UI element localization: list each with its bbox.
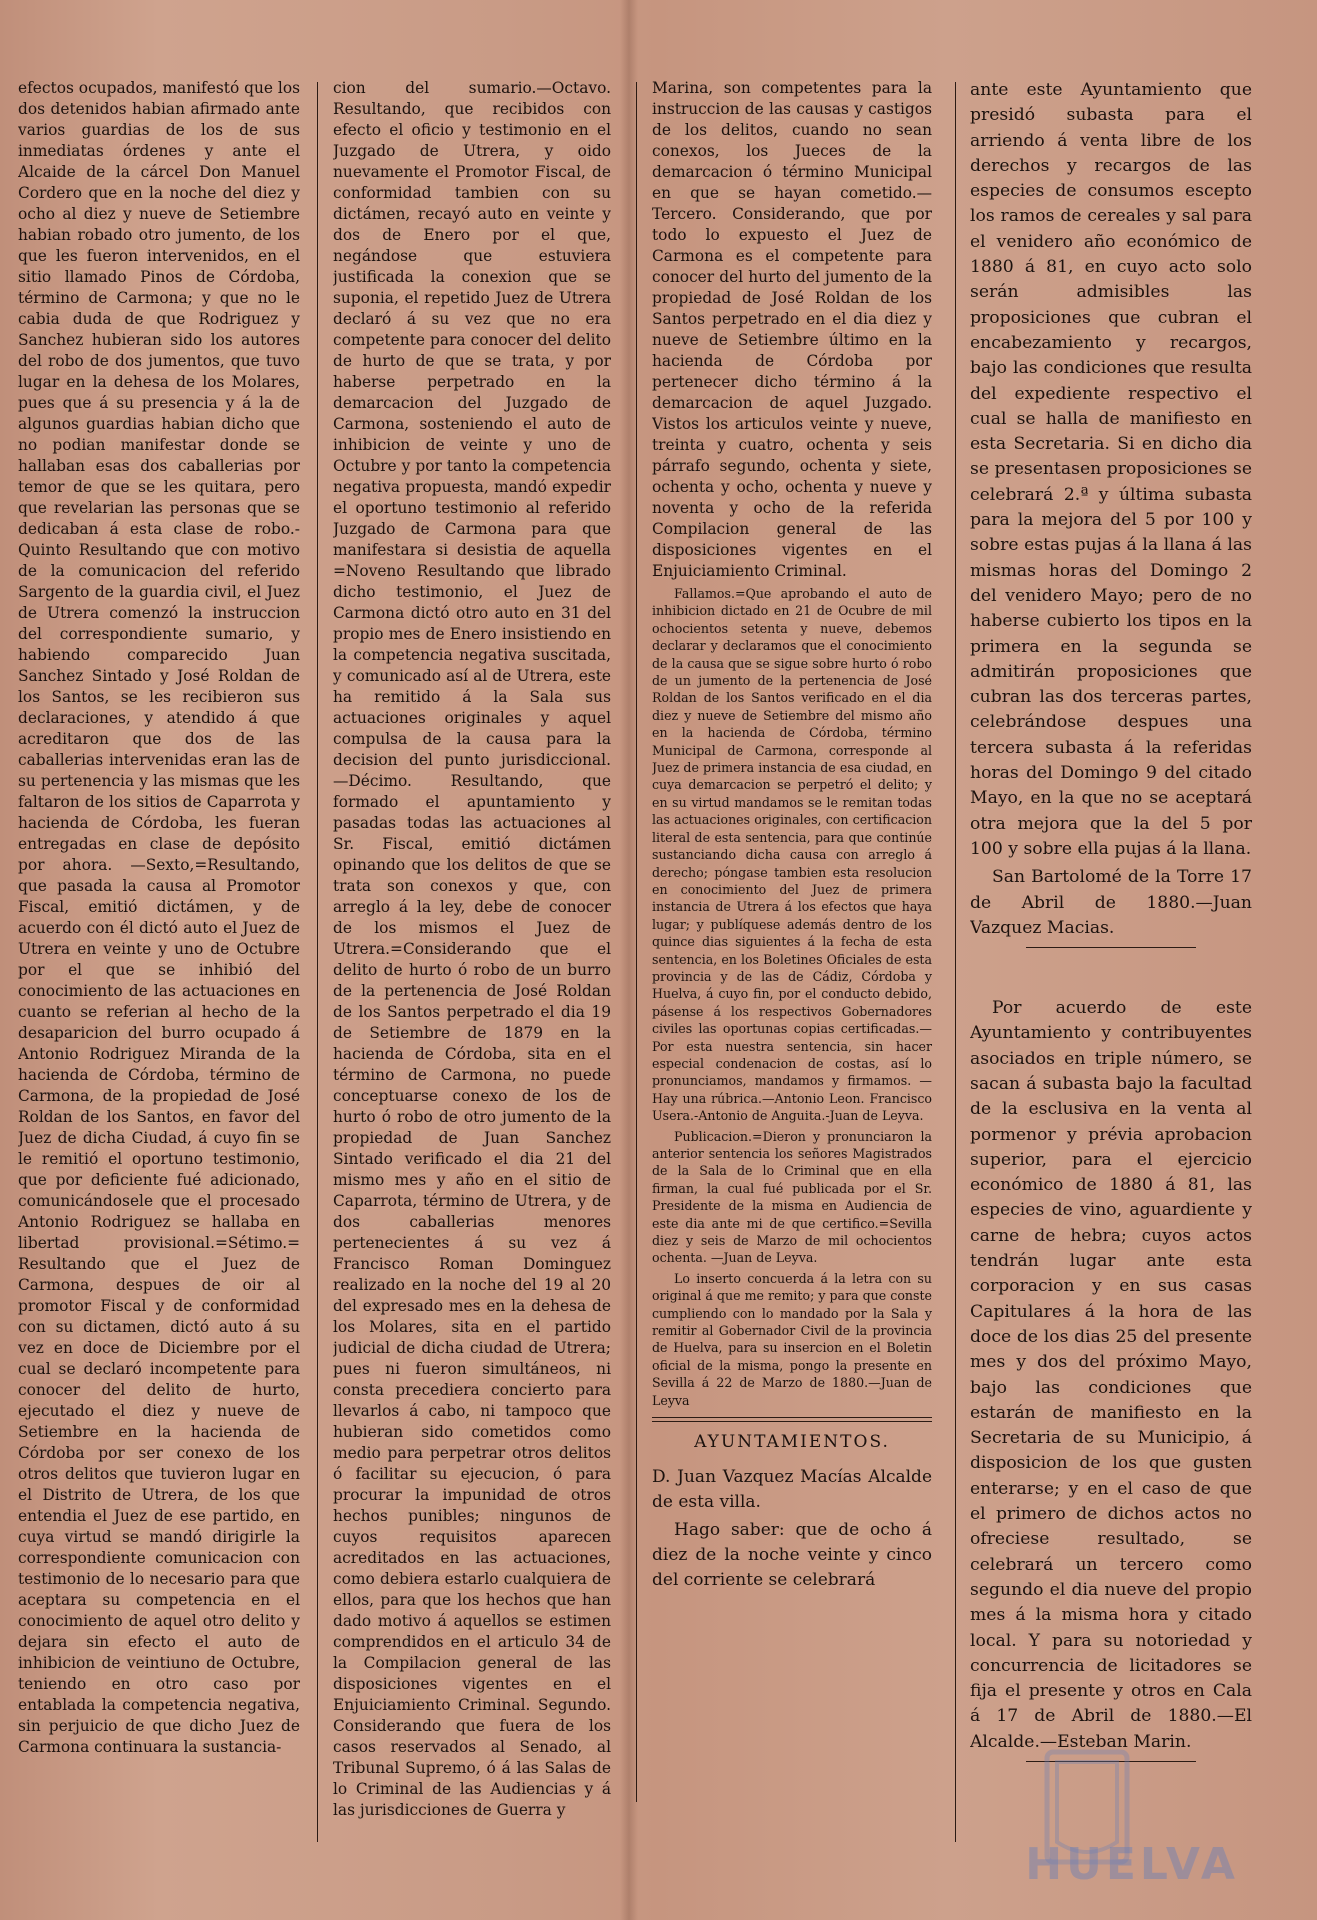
ruling-concordance: Lo inserto concuerda á la letra con su original á que me remito; y para que conste cumpliendo con lo mandado por la Sala y remitir al Gobernador Civil de la provincia de Huelva, para su insercion en el Boletin oficial de la misma, pongo la presente en Sevilla á 22 de Marzo de 1880.—Juan de Leyva <box>652 1270 932 1408</box>
subasta-notice-1: ante este Ayuntamiento que presidó subasta para el arriendo á venta libre de los derechos y recargos de las especies de consumos escepto los ramos de cereales y sal para el venidero año económico de 1880 á 81, en cuyo acto solo serán admisibles las proposiciones que cubran el encabezamiento y recargos, bajo las condiciones que resulta del expediente respectivo el cual se halla de manifiesto en esta Secretaria. Si en dicho dia se presentasen proposiciones se celebrará 2.ª y última subasta para la mejora del 5 por 100 y sobre estas pujas á la llana á las mismas horas del Domingo 2 del venidero Mayo; pero de no haberse cubierto los tipos en la primera en la segunda se admitirán proposiciones que cubran las dos terceras partes, celebrándose despues una tercera subasta á la referidas horas del Domingo 9 del citado Mayo, en la que no se aceptará otra mejora que la del 5 por 100 y sobre ella pujas á la llana. <box>970 80 1252 859</box>
column-4 <box>970 78 1252 1858</box>
column-rule <box>636 82 637 1802</box>
mayor-notice-header: D. Juan Vazquez Macías Alcalde de esta villa. <box>652 1467 932 1513</box>
column-2-text: cion del sumario.—Octavo. Resultando, que recibidos con efecto el oficio y testimonio en el Juzgado de Utrera, y oido nuevamente el Promotor Fiscal, de conformidad tambien con su dictámen, recayó auto en veinte y dos de Enero por el que, negándose que estuviera justificada la conexion que se suponia, el repetido Juez de Utrera declaró á su vez que no era competente para conocer del delito de hurto de que se trata, y por haberse perpetrado en la demarcacion del Juzgado de Carmona, sosteniendo el auto de inhibicion de veinte y uno de Octubre y por tanto la competencia negativa propuesta, mandó expedir el oportuno testimonio al referido Juzgado de Carmona para que manifestara si desistia de aquella =Noveno Resultando que librado dicho testimonio, el Juez de Carmona dictó otro auto en 31 del propio mes de Enero insistiendo en la competencia negativa suscitada, y comunicado así al de Utrera, este ha remitido á la Sala sus actuaciones originales y aquel compulsa de la causa para la decision del punto jurisdiccional. —Décimo. Resultando, que formado el apuntamiento y pasadas todas las actuaciones al Sr. Fiscal, emitió dictámen opinando que los delitos de que se trata son conexos y que, con arreglo á la ley, debe de conocer de los mismos el Juez de Utrera.=Considerando que el delito de hurto ó robo de un burro de la pertenencia de José Roldan de los Santos perpetrado el dia 19 de Setiembre de 1879 en la hacienda de Córdoba, sita en el término de Carmona, no puede conceptuarse conexo de los de hurto ó robo de otro jumento de la propiedad de Juan Sanchez Sintado verificado el dia 21 del mismo mes y año en el sitio de Caparrota, término de Utrera, y de dos caballerias menores pertenecientes á su vez á Francisco Roman Dominguez realizado en la noche del 19 al 20 del expresado mes en la dehesa de los Molares, sita en el partido judicial de dicha ciudad de Utrera; pues ni fueron simultáneos, ni consta precediera concierto para llevarlos á cabo, ni tampoco que hubieran sido cometidos como medio para perpetrar otros delitos ó facilitar su ejecucion, ó para procurar la impunidad de otros hechos punibles; ningunos de cuyos requisitos aparecen acreditados en las actuaciones, como debiera estarlo cualquiera de ellos, para que los hechos que han dado motivo á aquellos se estimen comprendidos en el articulo 34 de la Compilacion general de las disposiciones vigentes en el Enjuiciamiento Criminal. Segundo. Considerando que fuera de los casos reservados al Senado, al Tribunal Supremo, ó á las Salas de lo Criminal de las Audiencias y á las jurisdicciones de Guerra y <box>333 79 611 1819</box>
column-2 <box>333 78 611 1858</box>
ruling-fallamos: Fallamos.=Que aprobando el auto de inhibicion dictado en 21 de Ocubre de mil ochocientos setenta y nueve, debemos declarar y declaramos que el conocimiento de la causa que se sigue sobre hurto ó robo de un jumento de la pertenencia de José Roldan de los Santos verificado en el dia diez y nueve de Setiembre del mismo año en la hacienda de Córdoba, término Municipal de Carmona, corresponde al Juez de primera instancia de esa ciudad, en cuya demarcacion se perpetró el delito; y en su virtud mandamos se le remitan todas las actuaciones originales, con certificacion literal de esta sentencia, para que continúe sustanciando dicha causa con arreglo á derecho; póngase tambien esta resolucion en conocimiento del Juez de primera instancia de Utrera á los efectos que haya lugar; y publíquese además dentro de los quince dias siguientes á la fecha de esta sentencia, en los Boletines Oficiales de esta provincia y de las de Cádiz, Córdoba y Huelva, á cuyo fin, por el conducto debido, pásense á los respectivos Gobernadores civiles las oportunas copias certificadas.—Por esta nuestra sentencia, sin hacer especial condenacion de costas, así lo pronunciamos, mandamos y firmamos. —Hay una rúbrica.—Antonio Leon. Francisco Usera.-Antonio de Anguita.-Juan de Leyva. <box>652 586 932 1124</box>
column-rule <box>955 82 956 1842</box>
subasta-notice-1-signature: San Bartolomé de la Torre 17 de Abril de 1880.—Juan Vazquez Macias. <box>970 867 1252 938</box>
mayor-notice-start: Hago saber: que de ocho á diez de la noche veinte y cinco del corriente se celebrará <box>652 1520 932 1591</box>
section-heading-ayuntamientos: AYUNTAMIENTOS. <box>694 1432 890 1453</box>
column-3 <box>652 78 932 1858</box>
column-1-text: efectos ocupados, manifestó que los dos detenidos habian afirmado ante varios guardias de los de sus inmediatas órdenes y ante el Alcaide de la cárcel Don Manuel Cordero que en la noche del diez y ocho al diez y nueve de Setiembre habian robado otro jumento, de los que les fueron intervenidos, en el sitio llamado Pinos de Córdoba, término de Carmona; y que no le cabia duda de que Rodriguez y Sanchez hubieran sido los autores del robo de dos jumentos, que tuvo lugar en la dehesa de los Molares, pues que á su presencia y á la de algunos guardias habian dicho que no podian manifestar donde se hallaban esas dos caballerias por temor de que se les quitara, pero que revelarian las personas que se dedicaban á esta clase de robo.-Quinto Resultando que con motivo de la comunicacion del referido Sargento de la guardia civil, el Juez de Utrera comenzó la instruccion del correspondiente sumario, y habiendo comparecido Juan Sanchez Sintado y José Roldan de los Santos, se les recibieron sus declaraciones, y atendido á que acreditaron que dos de las caballerias intervenidas eran las de su pertenencia y las mismas que les faltaron de los sitios de Caparrota y hacienda de Córdoba, les fueran entregadas en clase de depósito por ahora. —Sexto,=Resultando, que pasada la causa al Promotor Fiscal, emitió dictámen, y de acuerdo con él dictó auto el Juez de Utrera en veinte y uno de Octubre por el que se inhibió del conocimiento de las actuaciones en cuanto se referian al hecho de la desaparicion del burro ocupado á Antonio Rodriguez Miranda de la hacienda de Córdoba, término de Carmona, de la propiedad de José Roldan de los Santos, en favor del Juez de dicha Ciudad, á cuyo fin se le remitió el oportuno testimonio, que por deficiente fué adicionado, comunicándosele que el procesado Antonio Rodriguez se hallaba en libertad provisional.=Sétimo.= Resultando que el Juez de Carmona, despues de oir al promotor Fiscal y de conformidad con su dictamen, dictó auto á su vez en doce de Diciembre por el cual se declaró incompetente para conocer del delito de hurto, ejecutado el diez y nueve de Setiembre en la hacienda de Córdoba por ser conexo de los otros delitos que tuvieron lugar en el Distrito de Utrera, de los que entendia el Juez de ese partido, en cuya virtud se mandó dirigirle la correspondiente comunicacion con testimonio de lo necesario para que aceptara su competencia en el conocimiento de aquel otro delito y dejara sin efecto el auto de inhibicion de veintiuno de Octubre, teniendo en otro caso por entablada la competencia negativa, sin perjuicio de que dicho Juez de Carmona continuara la sustancia- <box>18 79 300 1756</box>
notice-divider <box>1026 947 1195 948</box>
sentence-ruling <box>652 585 932 1409</box>
column-rule <box>317 82 318 1842</box>
column-1 <box>18 78 300 1858</box>
subasta-notice-2: Por acuerdo de este Ayuntamiento y contribuyentes asociados en triple número, se sacan á subasta bajo la facultad de la esclusiva en la venta al pormenor y prévia aprobacion superior, para el ejercicio económico de 1880 á 81, las especies de vino, aguardiente y carne de hebra; cuyos actos tendrán lugar ante esta corporacion y en sus casas Capitulares á la hora de las doce de los dias 25 del presente mes y dos del próximo Mayo, bajo las condiciones que estarán de manifiesto en la Secretaria de su Municipio, á disposicion de los que gusten enterarse; y en el caso de que el primero de dichos actos no ofreciese resultado, se celebrará un tercero como segundo el dia nueve del propio mes á la misma hora y citado local. Y para su notoriedad y concurrencia de licitadores se fija el presente y otros en Cala á 17 de Abril de 1880.—El Alcalde.—Esteban Marin. <box>970 998 1252 1752</box>
watermark-text: HUELVA <box>1025 1839 1239 1890</box>
sentence-considerations: Marina, son competentes para la instruccion de las causas y castigos de los delitos, cuando no sean conexos, los Jueces de la demarcacion ó término Municipal en que se hayan cometido.—Tercero. Considerando, que por todo lo expuesto el Juez de Carmona es el competente para conocer del hurto del jumento de la propiedad de José Roldan de los Santos perpetrado en el dia diez y nueve de Setiembre último en la hacienda de Córdoba por pertenecer dicho término á la demarcacion de aquel Juzgado. Vistos los articulos veinte y nueve, treinta y cuatro, ochenta y seis párrafo segundo, ochenta y siete, ochenta y ocho, ochenta y nueve y noventa y ocho de la referida Compilacion general de las disposiciones vigentes en el Enjuiciamiento Criminal. <box>652 79 932 580</box>
ruling-publicacion: Publicacion.=Dieron y pronunciaron la anterior sentencia los señores Magistrados de la Sala de lo Criminal que en ella firman, la cual fué publicada por el Sr. Presidente de la misma en Audiencia de este dia ante mi de que certifico.=Sevilla diez y seis de Marzo de mil ochocientos ochenta. —Juan de Leyva. <box>652 1128 932 1266</box>
section-divider <box>652 1417 932 1422</box>
